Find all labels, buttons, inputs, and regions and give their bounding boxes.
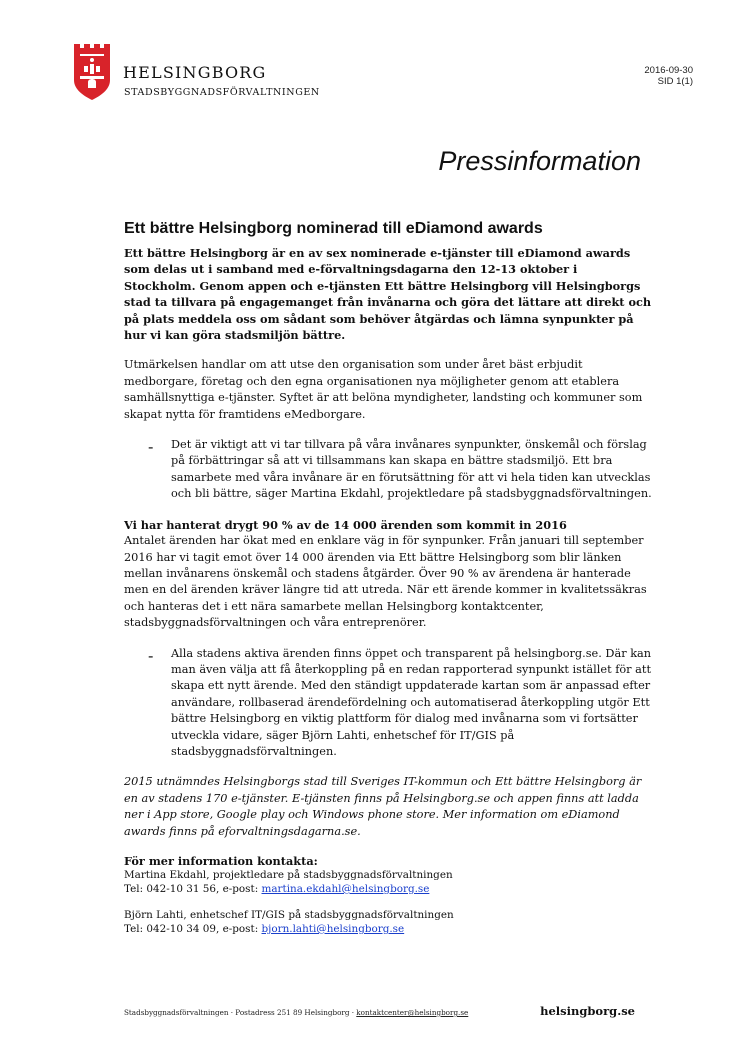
contact-phone-1: Tel: 042-10 31 56, e-post: <box>124 883 262 895</box>
org-name: HELSINGBORG <box>123 63 267 82</box>
contact-person-1 <box>124 868 652 896</box>
org-department: STADSBYGGNADSFÖRVALTNINGEN <box>124 87 320 98</box>
quote-block-1 <box>124 437 652 503</box>
contact-name-1: Martina Ekdahl, projektledare på stadsbyggnadsförvaltningen <box>124 869 453 881</box>
quote-text-2: Alla stadens aktiva ärenden finns öppet och transparent på helsingborg.se. Där kan man även välja att få återkoppling på en redan rapporterad synpunkt istället för att skapa ett nytt ärende. Med den ständigt uppdaterade kartan som är anpassad efter användare, rollbaserad ärendefördelning och automatiserad återkoppling utgör Ett bättre Helsingborg en viktig plattform för dialog med invånarna som vi fortsätter utveckla vidare, säger Björn Lahti, enhetschef för IT/GIS på stadsbyggnadsförvaltningen. <box>171 646 652 758</box>
body-paragraph-2: Antalet ärenden har ökat med en enklare väg in för synpunker. Från januari till september 2016 har vi tagit emot över 14 000 ärenden via Ett bättre Helsingborg som blir länken mellan invånarens önskemål och stadens åtgärder. Över 90 % av ärendena är hanterade men en del ärenden kräver längre tid att utreda. När ett ärende kommer in kvalitetssäkras och hanteras det i ett nära samarbete mellan Helsingborg kontaktcenter, stadsbyggnadsförvaltningen och våra entreprenörer. <box>124 534 647 630</box>
headline: Ett bättre Helsingborg nominerad till eDiamond awards <box>124 220 543 237</box>
document-meta <box>644 65 693 87</box>
footer-address <box>124 1008 468 1017</box>
subheading: Vi har hanterat drygt 90 % av de 14 000 ärenden som kommit in 2016 <box>124 517 567 532</box>
document-date: 2016-09-30 <box>644 65 693 76</box>
contact-heading: För mer information kontakta: <box>124 854 318 868</box>
press-release-body <box>124 220 652 948</box>
contact-phone-2: Tel: 042-10 34 09, e-post: <box>124 923 262 935</box>
quote-block-2 <box>124 646 652 761</box>
bullet-dash: - <box>148 645 154 665</box>
helsingborg-castle-crest-icon <box>72 42 112 100</box>
contact-person-2 <box>124 908 652 936</box>
contact-email-link-2[interactable]: bjorn.lahti@helsingborg.se <box>261 923 405 935</box>
footer-address-text: Stadsbyggnadsförvaltningen · Postadress 251 89 Helsingborg · <box>124 1008 357 1017</box>
document-type-title: Pressinformation <box>438 146 641 176</box>
quote-text-1: Det är viktigt att vi tar tillvara på våra invånares synpunkter, önskemål och förslag på förbättringar så att vi tillsammans kan skapa en bättre stadsmiljö. Ett bra samarbete med våra invånare är en förutsättning för att vi hela tiden kan utvecklas och bli bättre, säger Martina Ekdahl, projektledare på stadsbyggnadsförvaltningen. <box>171 438 652 501</box>
contact-email-link-1[interactable]: martina.ekdahl@helsingborg.se <box>261 883 430 895</box>
contact-section <box>124 854 652 936</box>
helsingborg-logo <box>72 42 112 100</box>
footer-email-link[interactable]: kontaktcenter@helsingborg.se <box>356 1008 469 1017</box>
lead-paragraph: Ett bättre Helsingborg är en av sex nominerade e-tjänster till eDiamond awards som delas ut i samband med e-förvaltningsdagarna den 12-13 oktober i Stockholm. Genom appen och e-tjänsten Ett bättre Helsingborg vill Helsingborgs stad ta tillvara på engagemanget från invånarna och göra det lättare att direkt och på plats meddela oss om sådant som behöver åtgärdas och lämna synpunkter på hur vi kan göra stadsmiljön bättre. <box>124 246 652 343</box>
contact-details-2 <box>124 922 652 936</box>
contact-details-1 <box>124 882 652 896</box>
page-number: SID 1(1) <box>657 76 693 87</box>
bullet-dash: - <box>148 437 154 457</box>
contact-name-2: Björn Lahti, enhetschef IT/GIS på stadsbyggnadsförvaltningen <box>124 909 454 921</box>
closing-paragraph: 2015 utnämndes Helsingborgs stad till Sveriges IT-kommun och Ett bättre Helsingborg är en av stadens 170 e-tjänster. E-tjänsten finns på Helsingborg.se och appen finns att ladda ner i App store, Google play och Windows phone store. Mer information om eDiamond awards finns på eforvaltningsdagarna.se. <box>124 775 642 838</box>
body-paragraph-1: Utmärkelsen handlar om att utse den organisation som under året bäst erbjudit medborgare, företag och den egna organisationen nya möjligheter genom att etablera samhällsnyttiga e-tjänster. Syftet är att belöna myndigheter, landsting och kommuner som skapat nytta för framtidens eMedborgare. <box>124 358 643 421</box>
footer-website[interactable]: helsingborg.se <box>540 1004 635 1018</box>
